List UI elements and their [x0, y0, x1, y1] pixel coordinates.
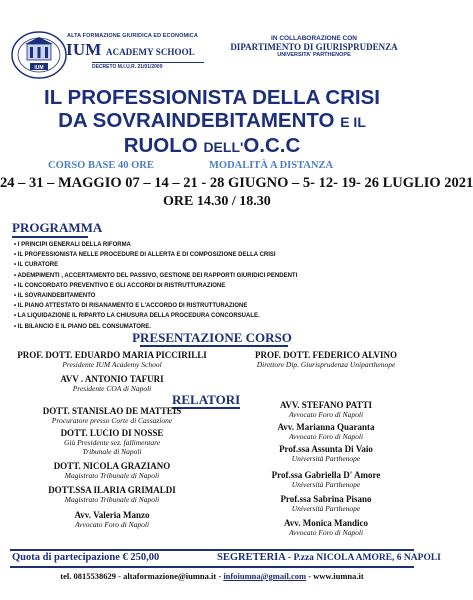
speaker-card: [12, 510, 212, 529]
title-line-3: [0, 134, 424, 159]
course-dates: 24 – 31 – MAGGIO 07 – 14 – 21 - 28 GIUGNO – 5- 12- 19- 26 LUGLIO 2021: [0, 175, 473, 191]
speaker-role: Magistrato Tribunale di Napoli: [64, 495, 160, 504]
segreteria-block: [217, 552, 441, 563]
speaker-name: DOTT. LUCIO DI NOSSE: [60, 428, 164, 438]
email-link-2[interactable]: infoiumna@gmail.com: [223, 571, 307, 581]
presentazione-underline: [140, 345, 288, 347]
speaker-card: [236, 518, 416, 537]
speaker-name: AVV. STEFANO PATTI: [280, 400, 372, 410]
speaker-role: Procuratore presso Corte di Cassazione: [51, 416, 173, 425]
collab-line-2: DIPARTIMENTO DI GIURISPRUDENZA: [230, 42, 398, 52]
list-item: • IL PIANO ATTESTATO DI RISANAMENTO E L'ACCORDO DI RISTRUTTURAZIONE: [14, 303, 410, 313]
list-item: • IL BILANCIO E IL PIANO DEL CONSUMATORE.: [14, 324, 410, 334]
speaker-card: [236, 470, 416, 489]
footer-top-divider: [10, 549, 414, 551]
collab-line-3: UNIVERSITA' PARTHENOPE: [277, 52, 351, 58]
list-item: • I PRINCIPI GENERALI DELLA RIFORMA: [14, 242, 410, 252]
main-title: [0, 86, 424, 159]
course-base: CORSO BASE 40 ORE: [48, 160, 154, 171]
speaker-name: DOTT. NICOLA GRAZIANO: [53, 461, 171, 471]
speaker-card: [12, 428, 212, 456]
quota-text: Quota di partecipazione € 250,00: [12, 552, 160, 563]
presenter-name: AVV . ANTONIO TAFURI: [60, 374, 164, 384]
presenter-name: PROF. DOTT. EDUARDO MARIA PICCIRILLI: [17, 350, 207, 360]
speaker-role-2: Tribunale di Napoli: [82, 447, 142, 456]
brand-text: IUM: [66, 40, 102, 59]
speaker-role: Avvocato Foro di Napoli: [288, 410, 364, 419]
header: [0, 0, 424, 82]
speaker-role: Università Parthenope: [291, 480, 361, 489]
collab-line-1: IN COLLABORAZIONE CON: [271, 35, 357, 42]
list-item: • IL CONCORDATO PREVENTIVO E GLI ACCORDI DI RISTRUTTURAZIONE: [14, 283, 410, 293]
list-item: • IL CURATORE: [14, 262, 410, 272]
speaker-name: DOTT. STANISLAO DE MATTEIS: [42, 406, 182, 416]
speaker-name: Prof.ssa Gabriella D' Amore: [271, 470, 381, 480]
speaker-role: Magistrato Tribunale di Napoli: [64, 471, 160, 480]
programma-list: [14, 242, 410, 334]
programma-heading: PROGRAMMA: [12, 220, 103, 235]
title-line-3-a: RUOLO: [123, 134, 198, 157]
presenter-card: [12, 374, 212, 393]
presenter-role: Presidente IUM Academy School: [62, 360, 162, 369]
title-line-2-b: E IL: [340, 114, 366, 130]
speaker-name: Avv. Marianna Quaranta: [277, 422, 375, 432]
speaker-role: Avvocato Foro di Napoli: [288, 528, 364, 537]
speaker-name: Avv. Valeria Manzo: [74, 510, 150, 520]
footer-mid-divider: [10, 566, 414, 568]
speaker-role: Università Parthenope: [291, 504, 361, 513]
list-item: • LA LIQUIDAZIONE IL RIPARTO LA CHIUSURA DELLA PROCEDURA CONCORSUALE.: [14, 313, 410, 323]
speaker-role: Avvocato Foro di Napoli: [74, 520, 150, 529]
speaker-card: [236, 422, 416, 441]
segreteria-address: - P.zza NICOLA AMORE, 6 NAPOLI: [287, 553, 441, 563]
decreto-text: DECRETO M.I.U.R. 21/01/2009: [92, 64, 163, 70]
website-link[interactable]: - www.iumna.it: [308, 571, 364, 581]
speaker-role: Avvocato Foro di Napoli: [288, 432, 364, 441]
list-item: • ADEMPIMENTI , ACCERTAMENTO DEL PASSIVO, GESTIONE DEI RAPPORTI GIURIDICI PENDENTI: [14, 273, 410, 283]
contacts-line: [0, 571, 424, 581]
speaker-card: [236, 444, 416, 463]
relatori-heading: RELATORI: [172, 392, 241, 407]
institute-subtitle: ALTA FORMAZIONE GIURIDICA ED ECONOMICA: [67, 33, 198, 39]
title-line-3-c: O.C.C: [243, 134, 301, 157]
speaker-name: Prof.ssa Assunta Di Vaio: [279, 444, 373, 454]
list-item: • IL SOVRAINDEBITAMENTO: [14, 293, 410, 303]
email-link[interactable]: altaformazione@iumna.it -: [123, 571, 222, 581]
course-mode: MODALITÀ A DISTANZA: [209, 160, 334, 171]
programma-underline: [12, 236, 88, 238]
institute-name: [66, 40, 195, 60]
presenter-role: Presidente COA di Napoli: [72, 384, 152, 393]
segreteria-label: SEGRETERIA: [217, 552, 286, 563]
title-line-2: [0, 109, 424, 134]
presenter-name: PROF. DOTT. FEDERICO ALVINO: [255, 350, 397, 360]
speaker-card: [12, 485, 212, 504]
title-line-3-b: DELL': [203, 139, 244, 155]
academy-text: ACADEMY SCHOOL: [106, 47, 195, 57]
course-info: [48, 160, 388, 171]
phone-text: tel. 0815538629 -: [60, 571, 121, 581]
presenter-card: [236, 350, 416, 369]
ium-logo-icon: [10, 30, 68, 80]
speaker-card: [12, 406, 212, 425]
presenter-card: [12, 350, 212, 369]
collaboration-block: [214, 35, 414, 58]
presenter-role: Direttore Dip. Giurisprudenza Uniparthenope: [256, 360, 396, 369]
speaker-name: Avv. Monica Mandico: [283, 518, 369, 528]
presentazione-heading: PRESENTAZIONE CORSO: [132, 330, 292, 345]
list-item: • IL PROFESSIONISTA NELLE PROCEDURE DI ALLERTA E DI COMPOSIZIONE DELLA CRISI: [14, 252, 410, 262]
title-line-1: IL PROFESSIONISTA DELLA CRISI: [44, 86, 380, 109]
svg-text:IUM: IUM: [34, 65, 44, 71]
speaker-name: DOTT.SSA ILARIA GRIMALDI: [48, 485, 176, 495]
speaker-role: Giù Presidente sez. fallimentare: [63, 438, 161, 447]
speaker-role: Università Parthenope: [291, 454, 361, 463]
speaker-card: [236, 400, 416, 419]
speaker-card: [12, 461, 212, 480]
header-divider: [92, 62, 204, 63]
title-line-2-a: DA SOVRAINDEBITAMENTO: [58, 109, 335, 132]
course-hours: ORE 14.30 / 18.30: [163, 194, 271, 209]
speaker-card: [236, 494, 416, 513]
speaker-name: Prof.ssa Sabrina Pisano: [280, 494, 372, 504]
